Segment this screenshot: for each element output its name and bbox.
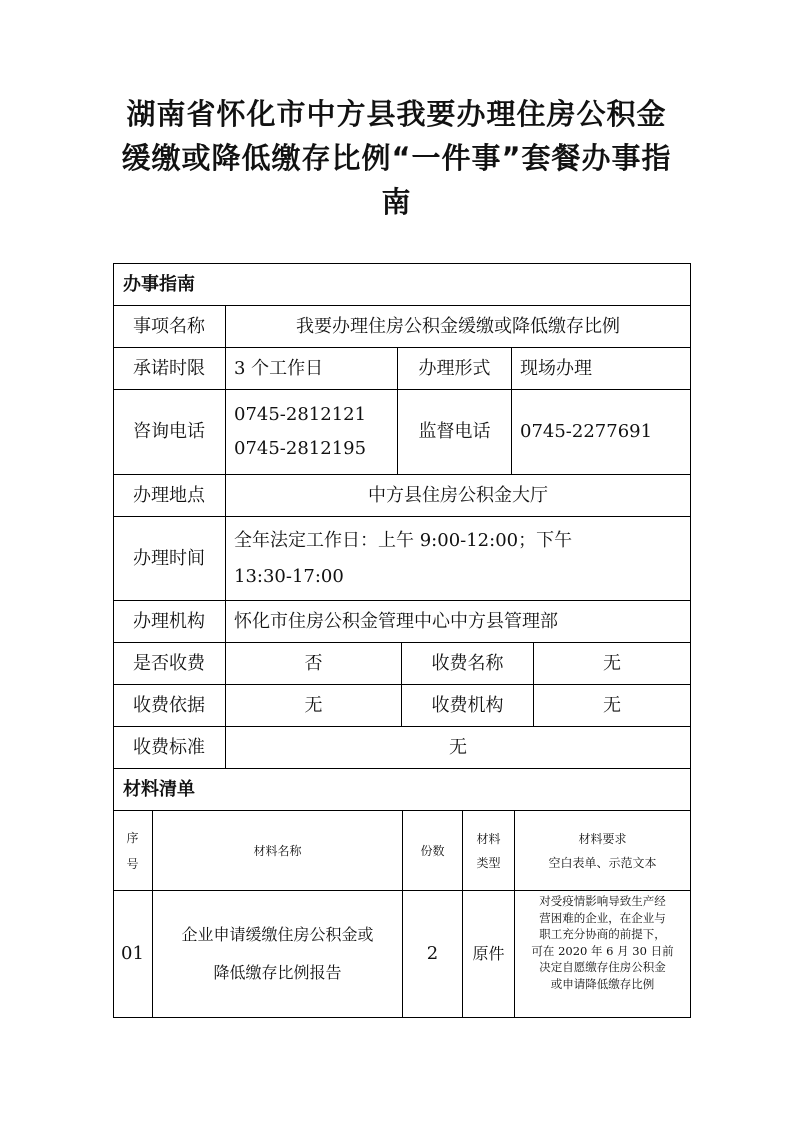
form-value: 现场办理 xyxy=(520,357,592,379)
fee-agency-value: 无 xyxy=(603,694,621,716)
charge-label: 是否收费 xyxy=(133,652,205,674)
header-type-1: 材料 xyxy=(476,831,501,846)
hours-label: 办理时间 xyxy=(133,547,205,569)
fee-standard-value: 无 xyxy=(449,736,467,758)
page-title xyxy=(0,92,793,224)
material-seq: 01 xyxy=(121,943,144,964)
title-line-3: 南 xyxy=(381,185,412,219)
fee-standard-label: 收费标准 xyxy=(133,736,205,758)
hours-value xyxy=(226,517,690,600)
supervise-value: 0745-2277691 xyxy=(520,421,653,442)
consult-phone-1: 0745-2812121 xyxy=(234,404,367,425)
title-line-2: 缓缴或降低缴存比例“一件事”套餐办事指 xyxy=(121,141,672,175)
header-requirements xyxy=(515,811,690,890)
header-material-name: 材料名称 xyxy=(253,843,302,858)
item-name-value: 我要办理住房公积金缓缴或降低缴存比例 xyxy=(296,315,620,337)
agency-value: 怀化市住房公积金管理中心中方县管理部 xyxy=(234,610,558,632)
fee-basis-label: 收费依据 xyxy=(133,694,205,716)
header-req-2: 空白表单、示范文本 xyxy=(548,855,657,870)
form-label: 办理形式 xyxy=(418,357,491,379)
material-type: 原件 xyxy=(472,944,505,963)
materials-section-title: 材料清单 xyxy=(123,778,195,800)
guide-section-title: 办事指南 xyxy=(123,273,195,295)
hours-line-2: 13:30-17:00 xyxy=(234,565,344,587)
material-name-line-2: 降低缴存比例报告 xyxy=(213,963,342,982)
header-seq xyxy=(113,811,152,890)
material-name xyxy=(153,891,402,1017)
req-line-5: 决定自愿缴存住房公积金 xyxy=(539,960,666,974)
agency-label: 办理机构 xyxy=(133,610,205,632)
consult-phone-2: 0745-2812195 xyxy=(234,438,367,459)
charge-value: 否 xyxy=(304,652,323,674)
header-seq-2: 号 xyxy=(126,856,139,871)
title-line-1: 湖南省怀化市中方县我要办理住房公积金 xyxy=(126,97,667,131)
consult-label: 咨询电话 xyxy=(133,421,205,442)
time-limit-label: 承诺时限 xyxy=(133,357,205,379)
header-type xyxy=(463,811,514,890)
item-name-label: 事项名称 xyxy=(133,315,205,337)
req-line-4: 可在 2020 年 6 月 30 日前 xyxy=(531,943,674,958)
req-line-1: 对受疫情影响导致生产经 xyxy=(539,894,666,908)
req-line-6: 或申请降低缴存比例 xyxy=(550,976,655,991)
header-type-2: 类型 xyxy=(476,855,501,870)
header-seq-1: 序 xyxy=(126,830,139,845)
material-copies: 2 xyxy=(426,943,439,964)
fee-name-label: 收费名称 xyxy=(431,652,504,674)
hours-line-1: 全年法定工作日：上午 9:00-12:00；下午 xyxy=(234,529,573,551)
fee-name-value: 无 xyxy=(603,652,621,674)
table-border-right xyxy=(690,263,691,1018)
material-requirements xyxy=(515,891,690,1017)
fee-agency-label: 收费机构 xyxy=(431,694,504,716)
req-line-2: 营困难的企业，在企业与 xyxy=(539,910,666,925)
consult-phones xyxy=(226,390,397,474)
supervise-label: 监督电话 xyxy=(418,421,491,442)
header-copies: 份数 xyxy=(420,843,445,858)
header-req-1: 材料要求 xyxy=(578,831,627,846)
req-line-3: 职工充分协商的前提下， xyxy=(539,927,666,941)
fee-basis-value: 无 xyxy=(304,694,323,716)
material-name-line-1: 企业申请缓缴住房公积金或 xyxy=(181,925,374,944)
time-limit-value: 3 个工作日 xyxy=(234,357,324,379)
location-label: 办理地点 xyxy=(133,484,205,506)
location-value: 中方县住房公积金大厅 xyxy=(368,484,548,506)
